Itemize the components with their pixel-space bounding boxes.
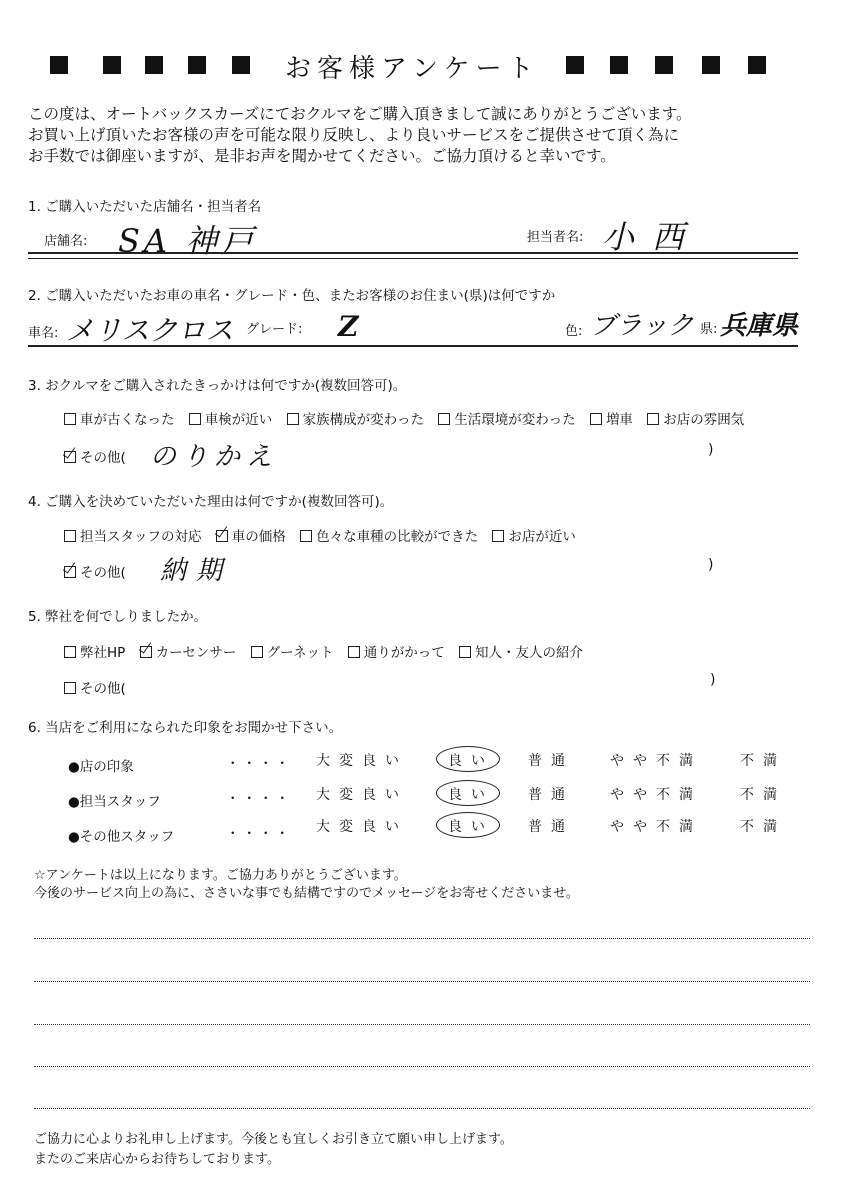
q4-other[interactable]	[64, 561, 126, 581]
option-label: 色々な車種の比較ができた	[316, 529, 479, 545]
dots: ・・・・	[226, 756, 292, 772]
scale-slightly-dissatisfied[interactable]: やや不満	[610, 753, 702, 769]
color-label: 色:	[565, 324, 583, 339]
option-label: 車検が近い	[204, 412, 273, 428]
q3-option[interactable]	[287, 412, 424, 428]
car-label: 車名:	[28, 326, 59, 341]
square-icon	[50, 56, 68, 74]
q4-option[interactable]	[216, 529, 286, 545]
close-paren: )	[710, 672, 716, 688]
intro-line: お買い上げ頂いたお客様の声を可能な限り反映し、より良いサービスをご提供させて頂く為に	[28, 126, 680, 144]
q3-option[interactable]	[189, 412, 273, 428]
q4-option[interactable]	[492, 529, 576, 545]
intro-line: この度は、オートバックスカーズにておクルマをご購入頂きまして誠にありがとうございます。	[28, 105, 692, 123]
option-label: 増車	[605, 412, 633, 428]
q4-option[interactable]	[300, 529, 478, 545]
option-label: 弊社HP	[80, 645, 126, 661]
grade-label: グレード:	[246, 322, 303, 337]
impression-label: ●店の印象	[68, 759, 134, 775]
color-value[interactable]: ブラック	[590, 311, 694, 341]
scale-very-good[interactable]: 大変良い	[316, 753, 408, 769]
q3-option[interactable]	[647, 412, 744, 428]
pref-label: 県:	[700, 322, 718, 337]
selection-circle	[436, 780, 500, 806]
impression-label: ●その他スタッフ	[68, 829, 175, 845]
impression-label: ●担当スタッフ	[68, 794, 161, 810]
q3-question: 3. おクルマをご購入されたきっかけは何ですか(複数回答可)。	[28, 378, 407, 394]
scale-slightly-dissatisfied[interactable]: やや不満	[610, 819, 702, 835]
close-paren: )	[708, 442, 714, 458]
checkbox[interactable]	[287, 413, 299, 425]
checkbox[interactable]	[64, 413, 76, 425]
intro-line: お手数では御座いますが、是非お声を聞かせてください。ご協力頂けると幸いです。	[28, 147, 616, 165]
q4-option[interactable]	[64, 529, 202, 545]
selection-circle	[436, 812, 500, 838]
option-label: 通りがかって	[363, 645, 445, 661]
scale-good[interactable]: 良い	[448, 819, 494, 835]
q1-question: 1. ご購入いただいた店舗名・担当者名	[28, 199, 262, 215]
dots: ・・・・	[226, 791, 292, 807]
checkbox[interactable]	[647, 413, 659, 425]
q5-option[interactable]	[348, 645, 445, 661]
q2-underline	[28, 345, 798, 347]
checkbox[interactable]	[64, 646, 76, 658]
q5-option[interactable]	[64, 645, 125, 661]
scale-normal[interactable]: 普通	[528, 787, 574, 803]
checkbox[interactable]	[590, 413, 602, 425]
message-line[interactable]	[34, 1108, 810, 1109]
q4-question: 4. ご購入を決めていただいた理由は何ですか(複数回答可)。	[28, 494, 394, 510]
checkbox[interactable]	[492, 530, 504, 542]
q3-other[interactable]	[64, 446, 126, 466]
option-label: カーセンサー	[155, 645, 237, 661]
q3-option[interactable]	[438, 412, 575, 428]
store-label: 店舗名:	[44, 234, 88, 249]
staff-value[interactable]: 小西	[602, 218, 703, 256]
closing-line: 今後のサービス向上の為に、ささいな事でも結構ですのでメッセージをお寄せくださいませ。	[34, 886, 579, 901]
checkbox-checked[interactable]	[140, 646, 152, 658]
message-line[interactable]	[34, 1066, 810, 1067]
q5-option[interactable]	[459, 645, 583, 661]
scale-dissatisfied[interactable]: 不満	[740, 819, 786, 835]
q2-question: 2. ご購入いただいたお車の車名・グレード・色、またお客様のお住まい(県)は何ですか	[28, 288, 556, 304]
scale-very-good[interactable]: 大変良い	[316, 787, 408, 803]
selection-circle	[436, 746, 500, 772]
option-label: 車の価格	[231, 529, 286, 545]
checkbox[interactable]	[189, 413, 201, 425]
pref-value[interactable]: 兵庫県	[720, 311, 799, 341]
scale-dissatisfied[interactable]: 不満	[740, 753, 786, 769]
scale-good[interactable]: 良い	[448, 787, 494, 803]
footer-line: またのご来店心からお待ちしております。	[34, 1152, 280, 1167]
option-label: 生活環境が変わった	[454, 412, 576, 428]
q5-option[interactable]	[251, 645, 334, 661]
title-row	[0, 48, 849, 88]
square-icon	[103, 56, 121, 74]
scale-normal[interactable]: 普通	[528, 753, 574, 769]
q3-option[interactable]	[590, 412, 633, 428]
scale-normal[interactable]: 普通	[528, 819, 574, 835]
close-paren: )	[708, 557, 714, 573]
checkbox[interactable]	[251, 646, 263, 658]
q1-underline	[28, 258, 798, 259]
square-icon	[702, 56, 720, 74]
message-line[interactable]	[34, 938, 810, 939]
option-label: 担当スタッフの対応	[80, 529, 202, 545]
q3-options	[64, 408, 744, 428]
checkbox[interactable]	[64, 530, 76, 542]
checkbox[interactable]	[459, 646, 471, 658]
checkbox-checked[interactable]	[216, 530, 228, 542]
q3-other-value[interactable]: のりかえ	[150, 442, 279, 472]
square-icon	[188, 56, 206, 74]
checkbox[interactable]	[438, 413, 450, 425]
message-line[interactable]	[34, 981, 810, 982]
option-label: お店の雰囲気	[663, 412, 745, 428]
footer-line: ご協力に心よりお礼申し上げます。今後とも宜しくお引き立て願い申し上げます。	[34, 1132, 513, 1147]
option-label: グーネット	[266, 645, 334, 661]
q1-underline	[28, 252, 798, 254]
square-icon	[655, 56, 673, 74]
checkbox-checked[interactable]	[64, 566, 76, 578]
scale-slightly-dissatisfied[interactable]: やや不満	[610, 787, 702, 803]
message-line[interactable]	[34, 1024, 810, 1025]
square-icon	[748, 56, 766, 74]
option-label: 車が古くなった	[80, 412, 175, 428]
scale-dissatisfied[interactable]: 不満	[740, 787, 786, 803]
page-title: お客様アンケート	[285, 54, 540, 84]
car-value[interactable]: メリスクロス	[66, 314, 234, 347]
checkbox-checked[interactable]	[64, 451, 76, 463]
staff-label: 担当者名:	[527, 230, 584, 245]
scale-very-good[interactable]: 大変良い	[316, 819, 408, 835]
checkbox[interactable]	[64, 682, 76, 694]
square-icon	[566, 56, 584, 74]
option-label: 家族構成が変わった	[302, 412, 424, 428]
q3-option[interactable]	[64, 412, 175, 428]
q4-options	[64, 525, 576, 545]
square-icon	[232, 56, 250, 74]
square-icon	[145, 56, 163, 74]
other-label: その他(	[80, 450, 126, 466]
q4-other-value[interactable]: 納期	[160, 556, 233, 586]
scale-good[interactable]: 良い	[448, 753, 494, 769]
grade-value[interactable]: Z	[338, 310, 359, 343]
checkbox[interactable]	[348, 646, 360, 658]
checkbox[interactable]	[300, 530, 312, 542]
q6-question: 6. 当店をご利用になられた印象をお聞かせ下さい。	[28, 720, 343, 736]
other-label: その他(	[80, 681, 126, 697]
q5-other[interactable]	[64, 677, 126, 697]
intro-text	[28, 104, 692, 167]
store-value[interactable]: SA 神戸	[118, 222, 258, 260]
q5-option[interactable]	[140, 645, 237, 661]
q5-options	[64, 641, 583, 661]
option-label: お店が近い	[508, 529, 576, 545]
dots: ・・・・	[226, 826, 292, 842]
q5-question: 5. 弊社を何でしりましたか。	[28, 609, 208, 625]
option-label: 知人・友人の紹介	[475, 645, 584, 661]
other-label: その他(	[80, 565, 126, 581]
closing-line: ☆アンケートは以上になります。ご協力ありがとうございます。	[34, 868, 407, 883]
square-icon	[610, 56, 628, 74]
